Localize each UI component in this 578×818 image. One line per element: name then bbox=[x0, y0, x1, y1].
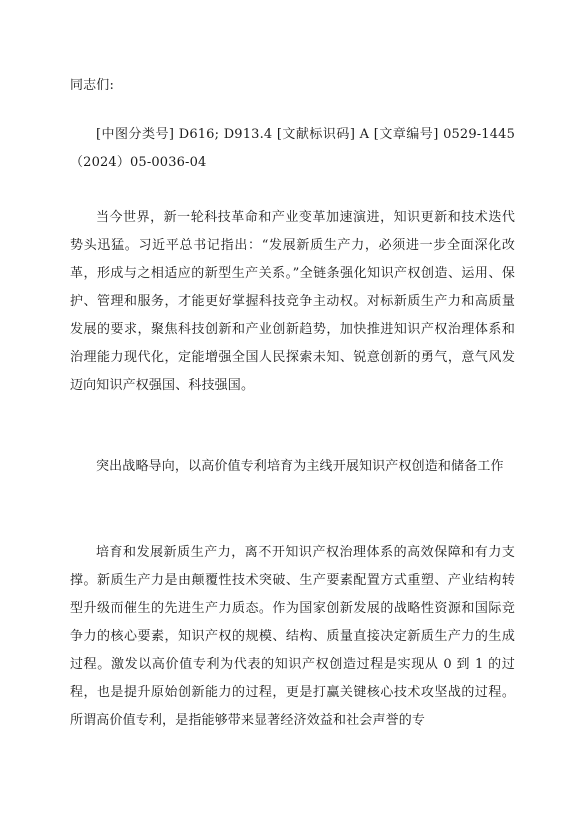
section-heading: 突出战略导向，以高价值专利培育为主线开展知识产权创造和储备工作 bbox=[96, 459, 504, 474]
classification-line: [中图分类号] D616; D913.4 [文献标识码] A [文章编号] 0529-1445（2024）05-0036-04 bbox=[70, 127, 515, 170]
paragraph-intro: 当今世界，新一轮科技革命和产业变革加速演进，知识更新和技术迭代势头迅猛。习近平总书记指出：“发展新质生产力，必须进一步全面深化改革，形成与之相适应的新型生产关系。”全链条强化知识产权创造、运用、保护、管理和服务，才能更好掌握科技竞争主动权。对标新质生产力和高质量发展的要求，聚焦科技创新和产业创新趋势，加快推进知识产权治理体系和治理能力现代化，定能增强全国人民探索未知、锐意创新的勇气，意气风发迈向知识产权强国、科技强国。 bbox=[70, 210, 515, 393]
paragraph-body: 培育和发展新质生产力，离不开知识产权治理体系的高效保障和有力支撑。新质生产力是由颠覆性技术突破、生产要素配置方式重塑、产业结构转型升级而催生的先进生产力质态。作为国家创新发展的战略性资源和国际竞争力的核心要素，知识产权的规模、结构、质量直接决定新质生产力的生成过程。激发以高价值专利为代表的知识产权创造过程是实现从 0 到 1 的过程，也是提升原始创新能力的过程，更是打赢关键核心技术攻坚战的过程。所谓高价值专利，是指能够带来显著经济效益和社会声誉的专 bbox=[70, 545, 515, 728]
salutation: 同志们: bbox=[70, 78, 114, 93]
